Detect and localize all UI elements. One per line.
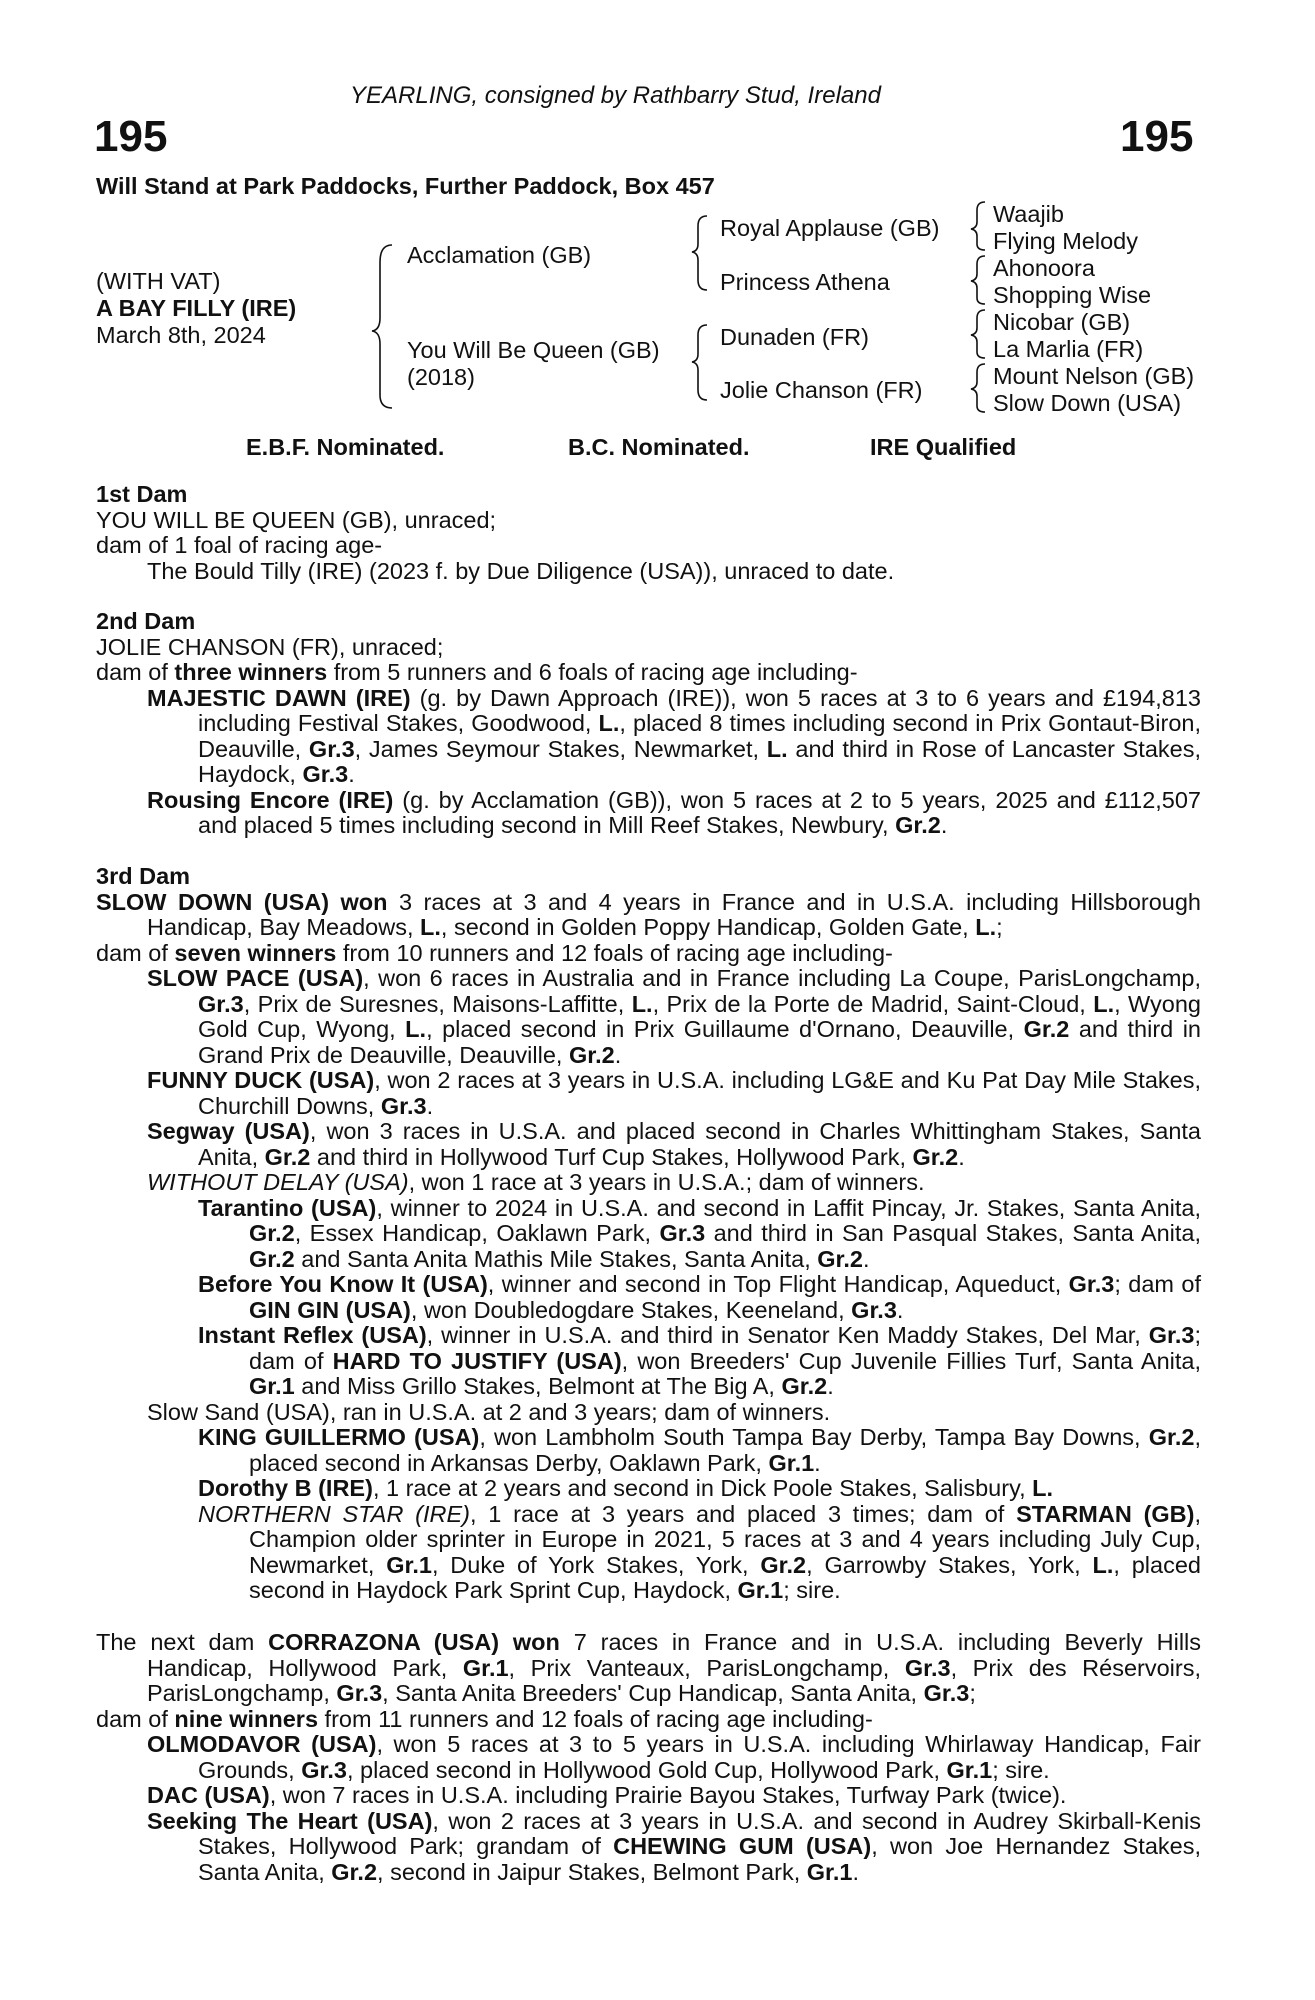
ancestor-slow-down: Slow Down (USA) [993,390,1182,416]
second-dam-section [96,609,1201,839]
progeny-majestic-dawn: MAJESTIC DAWN (IRE) (g. by Dawn Approach (IRE)), won 5 races at 3 to 6 years and £194,813 including Festival Stakes, Goodwood, L., placed 8 times including second in Prix Gontaut-Biron, Deauville, Gr.3, James Seymour Stakes, Newmarket, L. and third in Rose of Lancaster Stakes, Haydock, Gr.3. [147,684,1202,787]
grandprogeny-dorothy-b: Dorothy B (IRE), 1 race at 2 years and second in Dick Poole Stakes, Salisbury, L. [198,1475,1054,1501]
next-dam-name: The next dam CORRAZONA (USA) won 7 races in France and in U.S.A. including Beverly Hills Handicap, Hollywood Park, Gr.1, Prix Vanteaux, ParisLongchamp, Gr.3, Prix des Réservoirs, ParisLongchamp, Gr.3, Santa Anita Breeders' Cup Handicap, Santa Anita, Gr.3; [96,1629,1202,1706]
granddam-paternal: Princess Athena [720,269,890,295]
sire-name: Acclamation (GB) [407,242,592,268]
second-dam-summary: dam of three winners from 5 runners and 6 foals of racing age including- [96,659,858,685]
progeny-seeking-the-heart: Seeking The Heart (USA), won 2 races at 3 years in U.S.A. and second in Audrey Skirball-Kenis Stakes, Hollywood Park; grandam of CHEWING GUM (USA), won Joe Hernandez Stakes, Santa Anita, Gr.2, second in Jaipur Stakes, Belmont Park, Gr.1. [147,1807,1201,1885]
vat-label: (WITH VAT) [96,268,221,294]
progeny-slow-sand: Slow Sand (USA), ran in U.S.A. at 2 and 3 years; dam of winners. [147,1398,831,1425]
lot-number-left: 195 [94,112,168,161]
sire-dam-bracket [372,245,392,408]
progeny-segway: Segway (USA), won 3 races in U.S.A. and placed second in Charles Whittingham Stakes, Santa Anita, Gr.2 and third in Hollywood Turf Cup Stakes, Hollywood Park, Gr.2. [147,1118,1201,1170]
first-dam-section [96,482,1201,584]
progeny-slow-pace: SLOW PACE (USA), won 6 races in Australia and in France including La Coupe, ParisLongchamp, Gr.3, Prix de Suresnes, Maisons-Laffitte, L., Prix de la Porte de Madrid, Saint-Cloud, L., Wyong Gold Cup, Wyong, L., placed second in Prix Guillaume d'Ornano, Deauville, Gr.2 and third in Grand Prix de Deauville, Deauville, Gr.2. [147,965,1201,1068]
grandsire-paternal: Royal Applause (GB) [720,215,940,241]
first-dam-name: YOU WILL BE QUEEN (GB), unraced; [96,506,497,533]
horse-name: A BAY FILLY (IRE) [96,295,297,321]
next-dam-section [96,1630,1201,1885]
progeny-olmodavor: OLMODAVOR (USA), won 5 races at 3 to 5 years in U.S.A. including Whirlaway Handicap, Fair Grounds, Gr.3, placed second in Hollywood Gold Cup, Hollywood Park, Gr.1; sire. [147,1731,1201,1783]
grandprogeny-king-guillermo: KING GUILLERMO (USA), won Lambholm South Tampa Bay Derby, Tampa Bay Downs, Gr.2, placed second in Arkansas Derby, Oaklawn Park, Gr.1. [198,1424,1201,1476]
birth-date: March 8th, 2024 [96,322,266,348]
ancestor-nicobar: Nicobar (GB) [993,309,1131,335]
gen3-bracket-1 [971,202,985,250]
lot-number-right: 195 [1120,112,1194,161]
ancestor-ahonoora: Ahonoora [993,255,1095,281]
ancestor-flying-melody: Flying Melody [993,228,1138,254]
grandprogeny-before-you-know-it: Before You Know It (USA), winner and second in Top Flight Handicap, Aqueduct, Gr.3; dam of GIN GIN (USA), won Doubledogdare Stakes, Keeneland, Gr.3. [198,1271,1201,1323]
ebf-nominated: E.B.F. Nominated. [246,434,445,460]
sire-line-bracket [692,216,707,290]
ancestor-la-marlia: La Marlia (FR) [993,336,1144,362]
gen3-bracket-4 [971,364,985,412]
progeny-without-delay: WITHOUT DELAY (USA), won 1 race at 3 years in U.S.A.; dam of winners. [147,1169,925,1195]
progeny-funny-duck: FUNNY DUCK (USA), won 2 races at 3 years in U.S.A. including LG&E and Ku Pat Day Mile Stakes, Churchill Downs, Gr.3. [147,1067,1201,1119]
dam-name: You Will Be Queen (GB) [407,337,660,363]
progeny-dac: DAC (USA), won 7 races in U.S.A. including Prairie Bayou Stakes, Turfway Park (twice). [147,1782,1067,1808]
ancestor-waajib: Waajib [993,201,1064,227]
progeny-rousing-encore: Rousing Encore (IRE) (g. by Acclamation (GB)), won 5 races at 2 to 5 years, 2025 and £112,507 and placed 5 times including second in Mill Reef Stakes, Newbury, Gr.2. [147,786,1202,838]
second-dam-heading: 2nd Dam [96,608,196,634]
gen3-bracket-3 [971,310,985,358]
first-dam-foal: The Bould Tilly (IRE) (2023 f. by Due Diligence (USA)), unraced to date. [147,557,895,584]
gen3-bracket-2 [971,256,985,304]
granddam-maternal: Jolie Chanson (FR) [720,377,923,403]
third-dam-section [96,864,1201,1604]
dam-line-bracket [692,325,707,400]
ancestor-mount-nelson: Mount Nelson (GB) [993,363,1195,389]
second-dam-name: JOLIE CHANSON (FR), unraced; [96,633,444,660]
grandsire-maternal: Dunaden (FR) [720,324,869,350]
third-dam-heading: 3rd Dam [96,863,191,889]
dam-year: (2018) [407,364,475,390]
grandprogeny-instant-reflex: Instant Reflex (USA), winner in U.S.A. and third in Senator Ken Maddy Stakes, Del Mar, Gr.3; dam of HARD TO JUSTIFY (USA), won Breeders' Cup Juvenile Fillies Turf, Santa Anita, Gr.1 and Miss Grillo Stakes, Belmont at The Big A, Gr.2. [198,1322,1201,1399]
grandprogeny-northern-star: NORTHERN STAR (IRE), 1 race at 3 years and placed 3 times; dam of STARMAN (GB), Champion older sprinter in Europe in 2021, 5 races at 3 and 4 years including July Cup, Newmarket, Gr.1, Duke of York Stakes, York, Gr.2, Garrowby Stakes, York, L., placed second in Haydock Park Sprint Cup, Haydock, Gr.1; sire. [198,1500,1201,1603]
first-dam-heading: 1st Dam [96,481,188,507]
next-dam-summary: dam of nine winners from 11 runners and 12 foals of racing age including- [96,1705,873,1732]
third-dam-name: SLOW DOWN (USA) won 3 races at 3 and 4 years in France and in U.S.A. including Hillsborough Handicap, Bay Meadows, L., second in Golden Poppy Handicap, Golden Gate, L.; [96,888,1201,940]
ancestor-shopping-wise: Shopping Wise [993,282,1152,308]
third-dam-summary: dam of seven winners from 10 runners and 12 foals of racing age including- [96,939,893,966]
page-subtitle: YEARLING, consigned by Rathbarry Stud, Ireland [350,82,881,109]
grandprogeny-tarantino: Tarantino (USA), winner to 2024 in U.S.A. and second in Laffit Pincay, Jr. Stakes, Santa Anita, Gr.2, Essex Handicap, Oaklawn Park, Gr.3 and third in San Pasqual Stakes, Santa Anita, Gr.2 and Santa Anita Mathis Mile Stakes, Santa Anita, Gr.2. [198,1194,1202,1272]
ire-qualified: IRE Qualified [870,434,1017,460]
bc-nominated: B.C. Nominated. [568,434,750,460]
location-line: Will Stand at Park Paddocks, Further Paddock, Box 457 [96,173,715,199]
first-dam-summary: dam of 1 foal of racing age- [96,532,383,558]
